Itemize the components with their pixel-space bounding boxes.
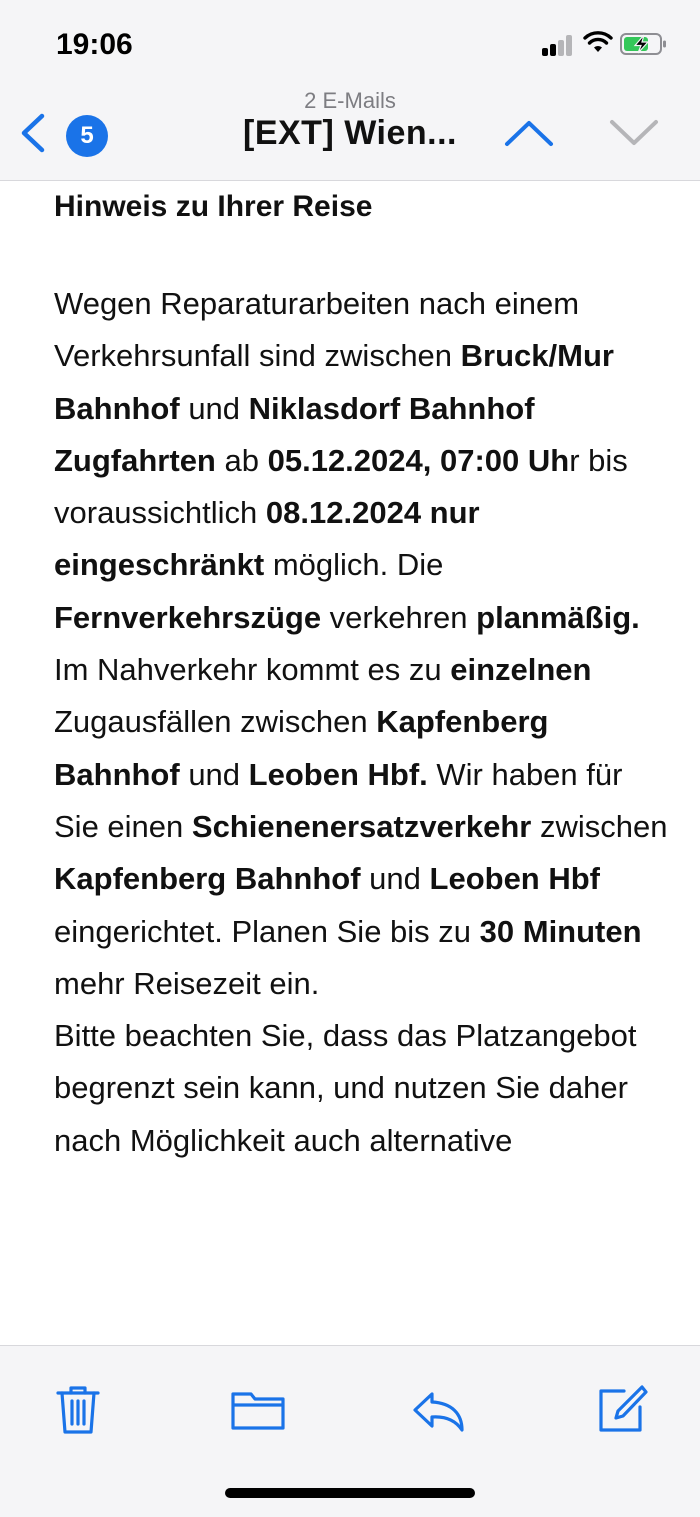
wifi-icon [583, 30, 613, 54]
bold-text-segment: 05.12.2024, 07:00 Uh [267, 442, 570, 478]
text-segment: verkehren [321, 599, 477, 635]
status-time: 19:06 [56, 28, 133, 61]
reply-icon[interactable] [410, 1382, 466, 1438]
status-bar [0, 0, 700, 84]
text-segment: Zugausfällen zwischen [54, 704, 377, 740]
text-segment: möglich. Die [264, 547, 444, 583]
bold-text-segment: Kapfenberg Bahnhof [54, 704, 549, 792]
text-segment: Wir haben für Sie einen [54, 756, 623, 844]
compose-icon[interactable] [594, 1382, 650, 1438]
signal-icon [542, 34, 574, 56]
battery-charging-icon [620, 32, 668, 56]
text-segment: und [179, 390, 249, 426]
text-segment: Wegen Reparaturarbeiten nach einem Verkehrsunfall sind zwischen [54, 286, 580, 374]
text-segment: ab [215, 442, 268, 478]
bold-text-segment: einzelnen [450, 652, 592, 688]
message-body[interactable] [54, 182, 674, 1345]
thread-count: 2 E-Mails [304, 88, 396, 113]
bold-text-segment: 30 Minuten [479, 913, 642, 949]
bold-text-segment: 08.12.2024 nur eingeschränkt [54, 495, 480, 583]
unread-count-badge[interactable]: 5 [66, 115, 108, 157]
chevron-down-icon[interactable] [609, 118, 659, 148]
home-indicator [225, 1488, 475, 1498]
bold-text-segment: Fernverkehrszüge [54, 599, 322, 635]
trash-icon[interactable] [50, 1382, 106, 1438]
notice-heading: Hinweis zu Ihrer Reise [54, 190, 373, 223]
text-segment: und [360, 861, 430, 897]
folder-icon[interactable] [230, 1382, 286, 1438]
bold-text-segment: Leoben Hbf. [248, 756, 428, 792]
text-segment: zwischen [531, 808, 668, 844]
thread-subject: [EXT] Wien... [243, 114, 457, 152]
text-segment: r bis voraussichtlich [54, 442, 628, 531]
navigation-bar [0, 84, 700, 181]
text-segment: und [179, 756, 249, 792]
text-segment: Im Nahverkehr kommt es zu [54, 652, 451, 688]
bold-text-segment: Leoben Hbf [429, 861, 601, 897]
text-segment: eingerichtet. Planen Sie bis zu [54, 913, 480, 949]
text-segment: mehr Reisezeit ein. [54, 965, 320, 1001]
chevron-up-icon[interactable] [504, 118, 554, 148]
bold-text-segment: Bruck/Mur Bahnhof [54, 338, 614, 426]
bold-text-segment: Niklasdorf Bahnhof Zugfahrten [54, 390, 535, 478]
text-segment: Bitte beachten Sie, dass das Platzangebot begrenzt sein kann, und nutzen Sie daher nach Möglichkeit auch alternative [54, 1018, 637, 1158]
bold-text-segment: planmäßig. [476, 599, 640, 635]
notice-paragraph [54, 278, 674, 1167]
bold-text-segment: Kapfenberg Bahnhof [54, 861, 361, 897]
bold-text-segment: Schienenersatzverkehr [191, 808, 532, 844]
